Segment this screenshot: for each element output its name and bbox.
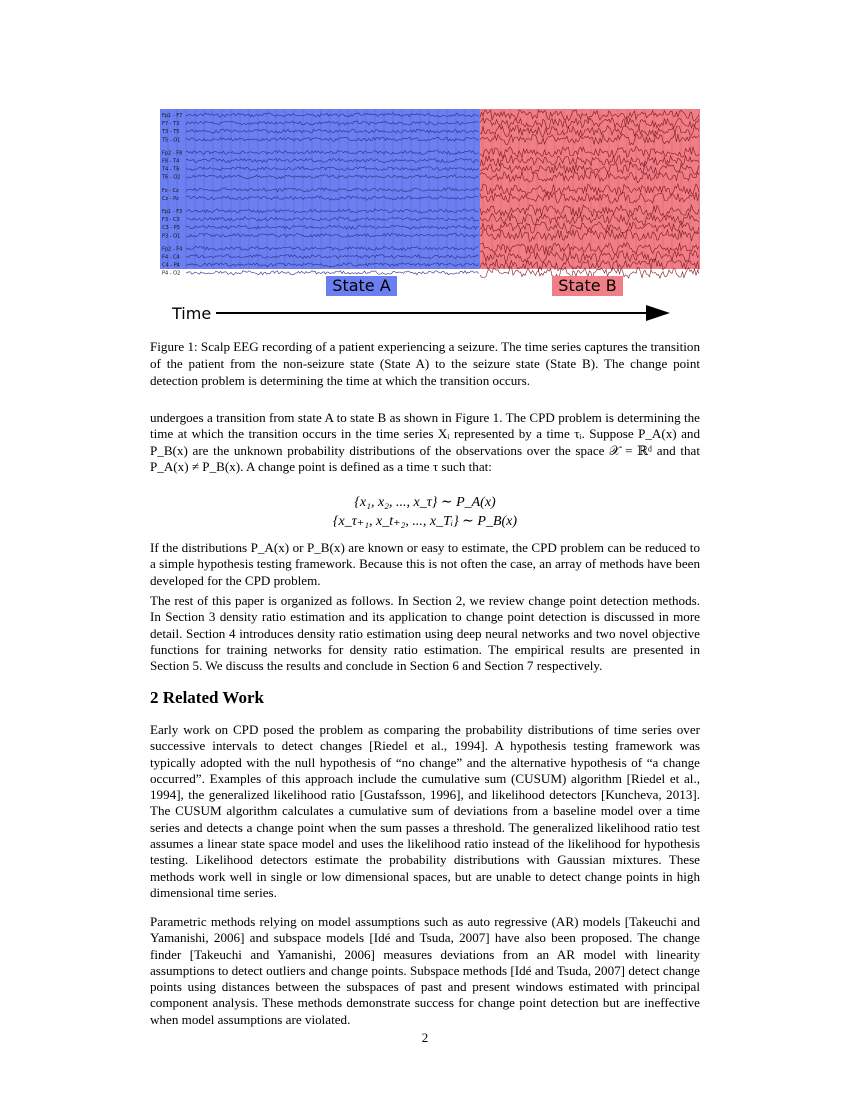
time-axis-label: Time <box>172 304 212 323</box>
channel-label: P3 - O1 <box>162 233 181 240</box>
channel-label: T4 - T6 <box>162 166 180 173</box>
channel-label: T3 - T5 <box>162 129 180 136</box>
channel-label: C4 - P4 <box>162 262 180 269</box>
paragraph-cpd-definition: undergoes a transition from state A to state B as shown in Figure 1. The CPD problem is determining the time at which the transition occurs in the time series Xᵢ represented by a time τᵢ. Suppose P_A(x) and P_B(x) are the unknown probability distributions of the observations over the space 𝒳 = ℝᵈ and that P_A(x) ≠ P_B(x). A change point is defined as a time τ such that: <box>150 410 700 474</box>
channel-label: F3 - C3 <box>162 217 180 224</box>
state-a-label: State A <box>326 276 397 296</box>
channel-label: Fp1 - F3 <box>162 209 183 215</box>
page-number: 2 <box>421 1030 429 1045</box>
paragraph-parametric-methods: Parametric methods relying on model assumptions such as auto regressive (AR) models [Takeuchi and Yamanishi, 2006] and subspace models [Idé and Tsuda, 2007] have also been proposed. The change finder [Takeuchi and Yamanishi, 2006] measures deviations from an AR model with linearity assumptions to detect outliers and change points. Subspace methods [Idé and Tsuda, 2007] detect change points using distances between the subspaces of past and present windows estimated with principal component analysis. These methods demonstrate success for change point detection but are ineffective when model assumptions are violated. <box>150 914 700 1027</box>
channel-label: T6 - O2 <box>162 174 181 181</box>
channel-label: F4 - C4 <box>162 254 180 261</box>
figure-caption: Figure 1: Scalp EEG recording of a patient experiencing a seizure. The time series captures the transition of the patient from the non-seizure state (State A) to the seizure state (State B). The change point detection problem is determining the time at which the transition occurs. <box>150 339 700 388</box>
state-b-label: State B <box>552 276 623 296</box>
paragraph-organization: The rest of this paper is organized as follows. In Section 2, we review change point detection methods. In Section 3 density ratio estimation and its application to change point detection is discussed in more detail. Section 4 introduces density ratio estimation using deep neural networks and two novel objective functions for training networks for density ratio estimation. The empirical results are presented in Section 5. We discuss the results and conclude in Section 6 and Section 7 respectively. <box>150 593 700 674</box>
channel-label: C3 - P3 <box>162 225 180 232</box>
equation-state-b: {x_τ₊₁, x_t₊₂, ..., x_Tᵢ} ∼ P_B(x) <box>332 514 518 529</box>
channel-label: Cz - Pz <box>162 195 179 202</box>
section-heading-related-work: 2 Related Work <box>150 688 264 707</box>
channel-label: F7 - T3 <box>162 121 180 128</box>
paragraph-early-work: Early work on CPD posed the problem as comparing the probability distributions of time series over successive intervals to detect changes [Riedel et al., 1994]. A hypothesis testing framework was typically adopted with the null hypothesis of “no change” and the alternative hypothesis of “a change occurred”. Examples of this approach include the cumulative sum (CUSUM) algorithm [Riedel et al., 1994], the generalized likelihood ratio [Gustafsson, 1996], and likelihood detectors [Kuncheva, 2013]. The CUSUM algorithm calculates a cumulative sum of deviations from a baseline model over a time series and detects a change point when the sum passes a threshold. The generalized likelihood ratio test assumes a linear state space model and uses the likelihood ratio instead of the likelihood for hypothesis testing. Likelihood detectors estimate the probability distributions with Gaussian mixtures. These methods work well in single or low dimensional spaces, but are unable to detect change points in high dimensional time series. <box>150 722 700 900</box>
time-arrow <box>150 100 700 332</box>
paragraph-distributions: If the distributions P_A(x) or P_B(x) are known or easy to estimate, the CPD problem can be reduced to a simple hypothesis testing framework. Because this is not often the case, an array of methods have been developed for the CPD problem. <box>150 540 700 588</box>
channel-label: T5 - O1 <box>162 137 181 144</box>
channel-label: Fp2 - F4 <box>162 246 183 253</box>
channel-label: F8 - T4 <box>162 158 180 165</box>
channel-label: P4 - O2 <box>162 270 181 277</box>
figure-1 <box>150 100 700 332</box>
channel-label: Fp1 - F7 <box>162 113 183 119</box>
equation-state-a: {x₁, x₂, ..., x_τ} ∼ P_A(x) <box>354 495 496 510</box>
channel-label: Fz - Cz <box>162 187 179 194</box>
channel-label: Fp2 - F8 <box>162 150 183 157</box>
